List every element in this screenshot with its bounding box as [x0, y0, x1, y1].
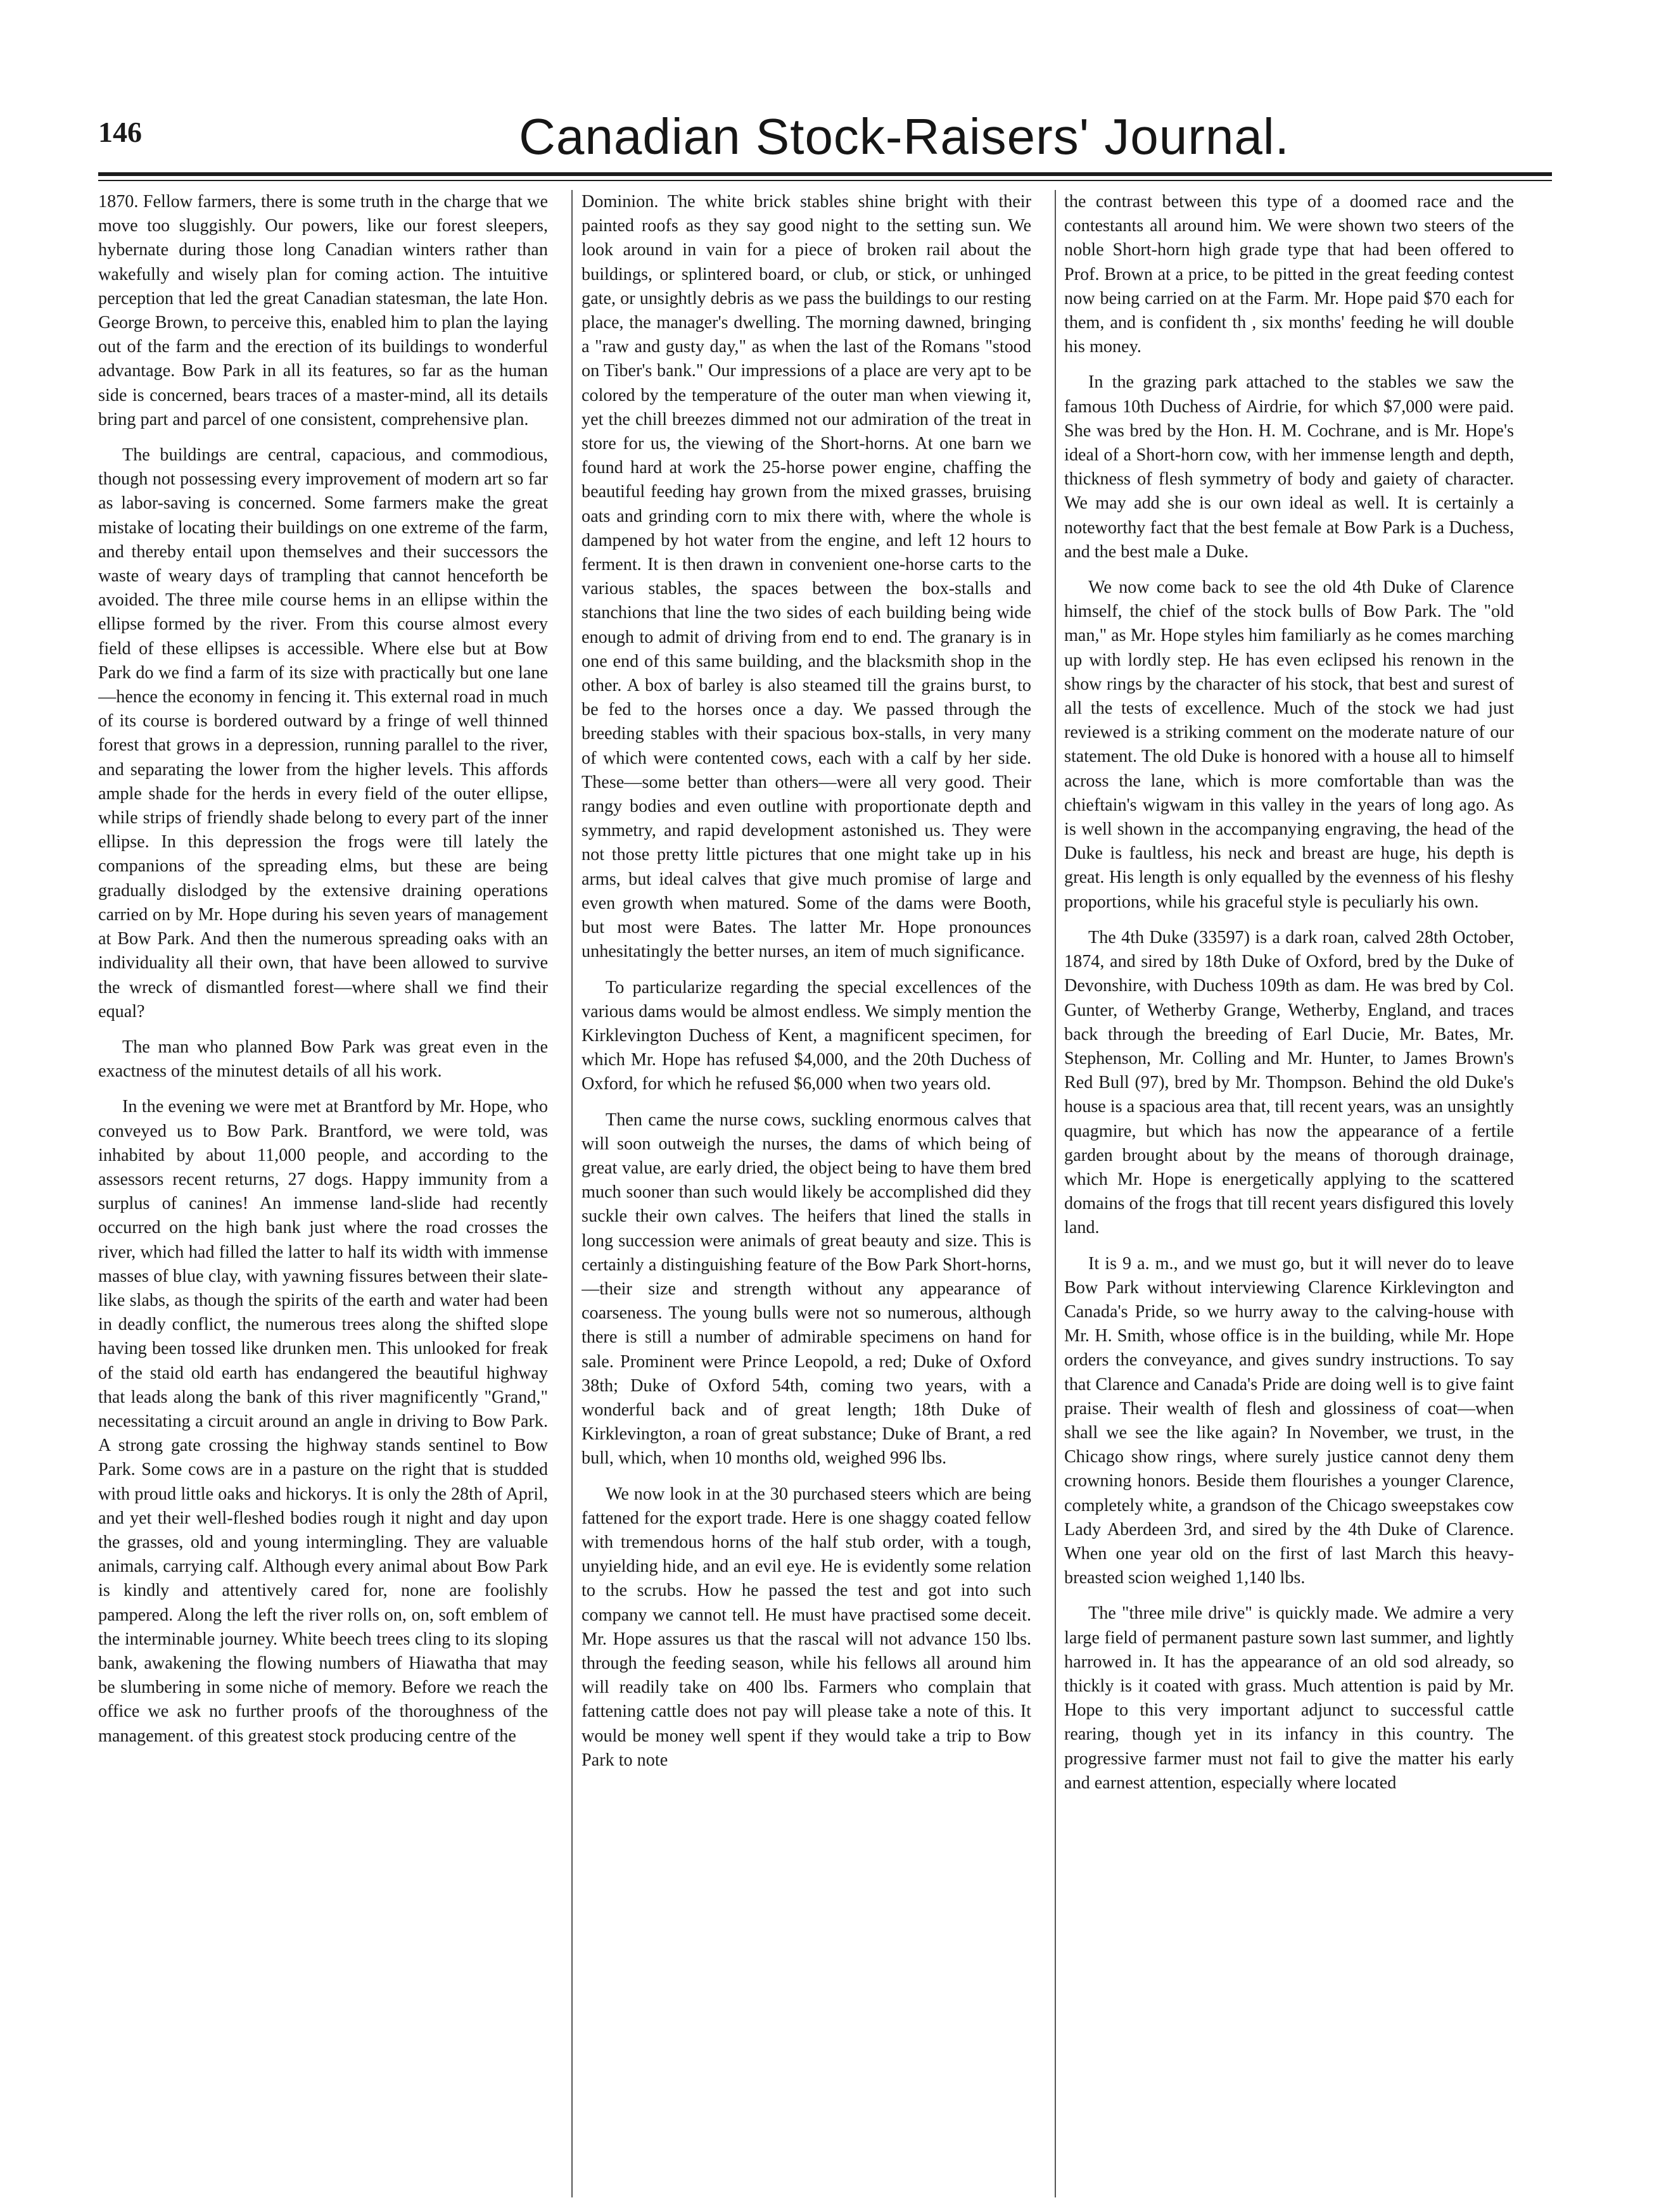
paragraph: the contrast between this type of a doomed race and the contestants all around him. We were shown two steers of the noble Short-horn high grade type that had been offered to Prof. Brown at a price, to be pitted in the great feeding contest now being carried on at the Farm. Mr. Hope paid $70 each for them, and is confident th , six months' feeding he will double his money. [1064, 192, 1514, 357]
paragraph: The buildings are central, capacious, and commodious, though not possessing every improvement of modern art so far as labor-saving is concerned. Some farmers make the great mistake of locating their buildings on one extreme of the farm, and thereby entail upon themselves and their successors the waste of weary days of trampling that cannot henceforth be avoided. The three mile course hems in an ellipse within the ellipse formed by the river. From this course almost every field of these ellipses is accessible. Where else but at Bow Park do we find a farm of its size with practically but one lane—hence the economy in fencing it. This external road in much of its course is bordered outward by a fringe of well thinned forest that grows in a depression, running parallel to the river, and separating the lower from the higher levels. This affords ample shade for the herds in every field of the outer ellipse, while strips of friendly shade belong to every part of the inner ellipse. In this depression the frogs were till lately the companions of the spreading elms, but these are being gradually dislodged by the extensive draining operations carried on by Mr. Hope during his seven years of management at Bow Park. And then the numerous spreading oaks with an individuality all their own, that have been allowed to survive the wreck of dismantled forest—where shall we find their equal? [98, 445, 548, 1021]
article-column-3 [1064, 190, 1514, 2197]
journal-title: Canadian Stock-Raisers' Journal. [519, 108, 1290, 165]
paragraph: In the evening we were met at Brantford by Mr. Hope, who conveyed us to Bow Park. Brantford, we were told, was inhabited by about 11,000 people, and according to the assessors recent returns, 27 dogs. Happy immunity from a surplus of canines! An immense land-slide had recently occurred on the high bank just where the road crosses the river, which had filled the latter to half its width with immense masses of blue clay, with yawning fissures between their slate-like slabs, as though the spirits of the earth and water had been in deadly conflict, the numerous trees along the shifted slope having been tossed like drunken men. This unlooked for freak of the staid old earth has endangered the beautiful highway that leads along the bank of this river magnificently "Grand," necessitating a circuit around an angle in driving to Bow Park. A strong gate crossing the highway stands sentinel to Bow Park. Some cows are in a pasture on the right that is studded with proud little oaks and hickorys. It is only the 28th of April, and yet their well-fleshed bodies rough it night and day upon the grasses, old and young intermingling. They are valuable animals, carrying calf. Although every animal about Bow Park is kindly and attentively cared for, none are foolishly pampered. Along the left the river rolls on, on, soft emblem of the interminable journey. White beech trees cling to its sloping bank, awakening the flowing numbers of Hiawatha that may be slumbering in some niche of memory. Before we reach the office we ask no further proofs of the thoroughness of the management. of this greatest stock producing centre of the [98, 1097, 548, 1746]
article-column-1 [98, 190, 548, 2197]
article-column-2 [582, 190, 1031, 2197]
page-number: 146 [98, 116, 142, 148]
paragraph: To particularize regarding the special excellences of the various dams would be almost endless. We simply mention the Kirklevington Duchess of Kent, a magnificent specimen, for which Mr. Hope has refused $4,000, and the 20th Duchess of Oxford, for which he refused $6,000 when two years old. [582, 977, 1031, 1094]
paragraph: We now look in at the 30 purchased steers which are being fattened for the export trade. Here is one shaggy coated fellow with tremendous horns of the half stub order, with a tough, unyielding hide, and an evil eye. He is evidently some relation to the scrubs. How he passed the test and got into such company we cannot tell. He must have practised some deceit. Mr. Hope assures us that the rascal will not advance 150 lbs. through the feeding season, while his fellows all around him will readily take on 400 lbs. Farmers who complain that fattening cattle does not pay will please take a note of this. It would be money well spent if they would take a trip to Bow Park to note [582, 1484, 1031, 1770]
paragraph: The man who planned Bow Park was great even in the exactness of the minutest details of all his work. [98, 1037, 548, 1082]
header-rule [98, 172, 1552, 176]
page-header [98, 108, 1552, 171]
column-divider [571, 190, 573, 2197]
paragraph: Dominion. The white brick stables shine bright with their painted roofs as they say good night to the setting sun. We look around in vain for a piece of broken rail about the buildings, or splintered board, or club, or stick, or unhinged gate, or unsightly debris as we pass the buildings to our resting place, the manager's dwelling. The morning dawned, bringing a "raw and gusty day," as when the last of the Romans "stood on Tiber's bank." Our impressions of a place are very apt to be colored by the temperature of the outer man when viewing it, yet the chill breezes dimmed not our admiration of the treat in store for us, the viewing of the Short-horns. At one barn we found hard at work the 25-horse power engine, chaffing the beautiful feeding hay grown from the mixed grasses, bruising oats and grinding corn to mix there with, where the whole is dampened by hot water from the engine, and left 12 hours to ferment. It is then drawn in convenient one-horse carts to the various stables, the spaces between the box-stalls and stanchions that line the two sides of each building being wide enough to admit of driving from end to end. The granary is in one end of this same building, and the blacksmith shop in the other. A box of barley is also steamed till the grains burst, to be fed to the horses once a day. We passed through the breeding stables with their spacious box-stalls, in very many of which were contented cows, each with a calf by her side. These—some better than others—were all very good. Their rangy bodies and even outline with proportionate depth and symmetry, and rapid development astonished us. They were not those pretty little pictures that one might take up in his arms, but ideal calves that give much promise of large and even growth when matured. Some of the dams were Booth, but most were Bates. The latter Mr. Hope pronounces unhesitatingly the better nurses, an item of much significance. [582, 192, 1031, 962]
paragraph: Then came the nurse cows, suckling enormous calves that will soon outweigh the nurses, the dams of which being of great value, are early dried, the object being to have them bred much sooner than such would likely be accomplished did they suckle their own calves. The heifers that lined the stalls in long succession were animals of great beauty and size. This is certainly a distinguishing feature of the Bow Park Short-horns, —their size and strength without any appearance of coarseness. The young bulls were not so numerous, although there is still a number of admirable specimens on hand for sale. Prominent were Prince Leopold, a red; Duke of Oxford 38th; Duke of Oxford 54th, coming two years, with a wonderful back and of great length; 18th Duke of Kirklevington, a roan of great substance; Duke of Brant, a red bull, which, when 10 months old, weighed 996 lbs. [582, 1109, 1031, 1469]
paragraph: In the grazing park attached to the stables we saw the famous 10th Duchess of Airdrie, for which $7,000 were paid. She was bred by the Hon. H. M. Cochrane, and is Mr. Hope's ideal of a Short-horn cow, with her immense length and depth, thickness of flesh symmetry of body and gaiety of character. We may add she is our own ideal as well. It is certainly a noteworthy fact that the best female at Bow Park is a Duchess, and the best male a Duke. [1064, 372, 1514, 562]
paragraph: The 4th Duke (33597) is a dark roan, calved 28th October, 1874, and sired by 18th Duke of Oxford, bred by the Duke of Devonshire, with Duchess 109th as dam. He was bred by Col. Gunter, of Wetherby Grange, Wetherby, England, and traces back through the breeding of Earl Ducie, Mr. Bates, Mr. Stephenson, Mr. Colling and Mr. Hunter, to James Brown's Red Bull (97), bred by Mr. Thompson. Behind the old Duke's house is a spacious area that, till recent years, was an unsightly quagmire, but which has now the appearance of a fertile garden brought about by the means of thorough drainage, which Mr. Hope is energetically applying to the scattered domains of the frogs that till recent years disfigured this lovely land. [1064, 927, 1514, 1238]
paragraph: We now come back to see the old 4th Duke of Clarence himself, the chief of the stock bulls of Bow Park. The "old man," as Mr. Hope styles him familiarly as he comes marching up with lordly step. He has even eclipsed his renown in the show rings by the character of his stock, that best and surest of all the tests of excellence. Much of the stock we had just reviewed is a striking comment on the moderate nature of our statement. The old Duke is honored with a house all to himself across the lane, which is more comfortable than was the chieftain's wigwam in this valley in the years of long ago. As is well shown in the accompanying engraving, the head of the Duke is faultless, his neck and breast are huge, his depth is great. His length is only equalled by the evenness of his fleshy proportions, while his graceful style is peculiarly his own. [1064, 578, 1514, 912]
paragraph: 1870. Fellow farmers, there is some truth in the charge that we move too sluggishly. Our powers, like our forest sleepers, hybernate during those long Canadian winters rather than wakefully and wisely plan for coming action. The intuitive perception that led the great Canadian statesman, the late Hon. George Brown, to perceive this, enabled him to plan the laying out of the farm and the erection of its buildings to wonderful advantage. Bow Park in all its features, so far as the human side is concerned, bears traces of a master-mind, all its details bring part and parcel of one consistent, comprehensive plan. [98, 192, 548, 429]
paragraph: It is 9 a. m., and we must go, but it will never do to leave Bow Park without interviewing Clarence Kirklevington and Canada's Pride, so we hurry away to the calving-house with Mr. H. Smith, whose office is in the building, while Mr. Hope orders the conveyance, and gives sundry instructions. To say that Clarence and Canada's Pride are doing well is to give faint praise. Their wealth of flesh and glossiness of coat—when shall we see the like again? In November, we trust, in the Chicago show rings, where surely justice cannot deny them crowning honors. Beside them flourishes a younger Clarence, completely white, a grandson of the Chicago sweepstakes cow Lady Aberdeen 3rd, and sired by the 4th Duke of Clarence. When one year old on the first of last March this heavy-breasted scion weighed 1,140 lbs. [1064, 1253, 1514, 1588]
column-divider [1055, 190, 1056, 2197]
paragraph: The "three mile drive" is quickly made. We admire a very large field of permanent pasture sown last summer, and lightly harrowed in. It has the appearance of an old sod already, so thickly is it coated with grass. Much attention is paid by Mr. Hope to this very important adjunct to successful cattle rearing, though yet in its infancy in this country. The progressive farmer must not fail to give the matter his early and earnest attention, especially where located [1064, 1603, 1514, 1793]
header-rule-thin [98, 180, 1552, 181]
